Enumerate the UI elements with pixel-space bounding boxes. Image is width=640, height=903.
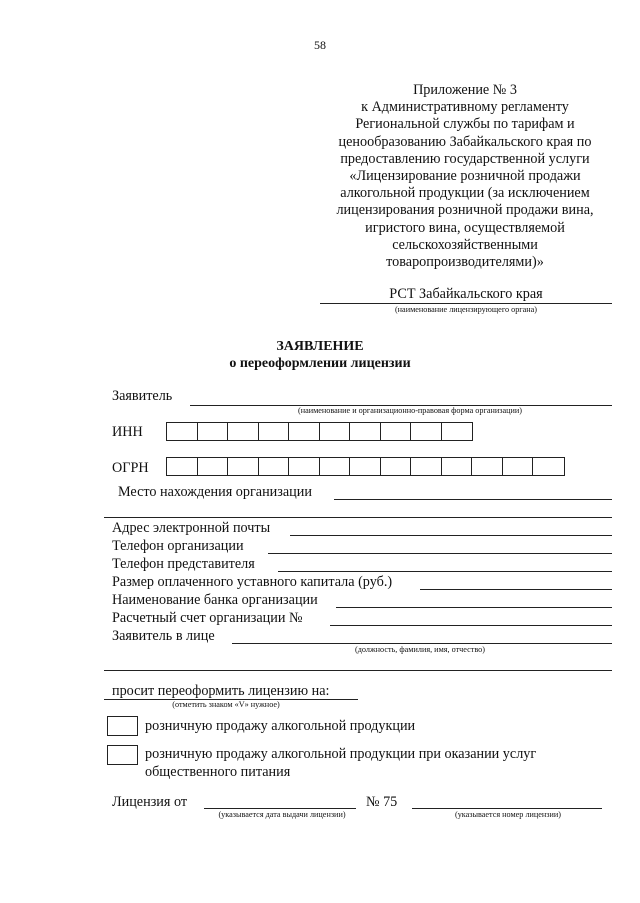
inn-digit-cell[interactable] <box>289 423 320 440</box>
license-number-field[interactable] <box>412 808 602 809</box>
authority-caption: (наименование лицензирующего органа) <box>394 305 538 314</box>
annex-line: алкогольной продукции (за исключением <box>340 185 590 202</box>
inn-digit-cell[interactable] <box>259 423 290 440</box>
org-phone-field[interactable] <box>268 553 612 554</box>
ogrn-digit-cell[interactable] <box>259 458 290 475</box>
in-person-field[interactable] <box>232 643 612 644</box>
option-catering-label-line2: общественного питания <box>145 764 291 780</box>
in-person-caption: (должность, фамилия, имя, отчество) <box>355 645 485 654</box>
option-catering-checkbox[interactable] <box>107 745 138 765</box>
ogrn-digit-cell[interactable] <box>533 458 564 475</box>
page-number: 58 <box>314 38 326 52</box>
ogrn-digit-cell[interactable] <box>289 458 320 475</box>
location-label: Место нахождения организации <box>118 484 312 500</box>
option-retail-checkbox[interactable] <box>107 716 138 736</box>
inn-digit-cell[interactable] <box>381 423 412 440</box>
applicant-caption: (наименование и организационно-правовая форма организации) <box>297 406 522 415</box>
document-title: ЗАЯВЛЕНИЕ <box>276 339 364 354</box>
option-catering-label-line1: розничную продажу алкогольной продукции при оказании услуг <box>145 746 537 762</box>
ogrn-label: ОГРН <box>112 460 149 476</box>
ogrn-digit-cell[interactable] <box>503 458 534 475</box>
ogrn-boxes[interactable] <box>166 457 565 476</box>
rep-phone-field[interactable] <box>278 571 612 572</box>
annex-header <box>300 82 630 271</box>
inn-digit-cell[interactable] <box>411 423 442 440</box>
ogrn-digit-cell[interactable] <box>411 458 442 475</box>
ogrn-digit-cell[interactable] <box>228 458 259 475</box>
rep-phone-label: Телефон представителя <box>112 556 255 572</box>
ogrn-digit-cell[interactable] <box>320 458 351 475</box>
license-number-caption: (указывается номер лицензии) <box>454 810 562 819</box>
in-person-field-2[interactable] <box>104 670 612 671</box>
bank-field[interactable] <box>336 607 612 608</box>
inn-label: ИНН <box>112 424 143 440</box>
annex-line: ценообразованию Забайкальского края по <box>338 133 592 150</box>
account-label: Расчетный счет организации № <box>112 610 303 626</box>
inn-digit-cell[interactable] <box>167 423 198 440</box>
license-date-field[interactable] <box>204 808 356 809</box>
license-number-prefix: № 75 <box>366 794 398 810</box>
annex-line: Региональной службы по тарифам и <box>355 116 575 133</box>
capital-label: Размер оплаченного уставного капитала (руб.) <box>112 574 393 590</box>
inn-boxes[interactable] <box>166 422 473 441</box>
inn-digit-cell[interactable] <box>350 423 381 440</box>
bank-label: Наименование банка организации <box>112 592 318 608</box>
org-phone-label: Телефон организации <box>112 538 244 554</box>
email-label: Адрес электронной почты <box>112 520 271 536</box>
license-label: Лицензия от <box>112 794 188 810</box>
annex-line: сельскохозяйственными <box>392 236 538 253</box>
ogrn-digit-cell[interactable] <box>167 458 198 475</box>
option-retail-label: розничную продажу алкогольной продукции <box>145 718 416 734</box>
location-field[interactable] <box>334 499 612 500</box>
in-person-label: Заявитель в лице <box>112 628 215 644</box>
capital-field[interactable] <box>420 589 612 590</box>
ogrn-digit-cell[interactable] <box>350 458 381 475</box>
document-subtitle: о переоформлении лицензии <box>229 356 411 371</box>
inn-digit-cell[interactable] <box>320 423 351 440</box>
request-label: просит переоформить лицензию на: <box>112 683 330 699</box>
ogrn-digit-cell[interactable] <box>381 458 412 475</box>
ogrn-digit-cell[interactable] <box>198 458 229 475</box>
location-field-2[interactable] <box>104 517 612 518</box>
annex-line: Приложение № 3 <box>413 82 517 98</box>
email-field[interactable] <box>290 535 612 536</box>
annex-line: предоставлению государственной услуги <box>340 150 590 167</box>
annex-line: лицензирования розничной продажи вина, <box>336 202 594 219</box>
ogrn-digit-cell[interactable] <box>472 458 503 475</box>
applicant-label: Заявитель <box>112 388 173 404</box>
request-caption: (отметить знаком «V» нужное) <box>172 700 280 709</box>
account-field[interactable] <box>330 625 612 626</box>
inn-digit-cell[interactable] <box>228 423 259 440</box>
annex-line: товаропроизводителями)» <box>386 254 544 271</box>
authority-value[interactable]: РСТ Забайкальского края <box>389 286 543 302</box>
annex-line: к Административному регламенту <box>361 99 569 116</box>
license-date-caption: (указывается дата выдачи лицензии) <box>218 810 346 819</box>
annex-line: «Лицензирование розничной продажи <box>349 168 581 185</box>
inn-digit-cell[interactable] <box>198 423 229 440</box>
authority-underline <box>320 303 612 304</box>
ogrn-digit-cell[interactable] <box>442 458 473 475</box>
annex-line: игристого вина, осуществляемой <box>365 219 565 236</box>
inn-digit-cell[interactable] <box>442 423 473 440</box>
